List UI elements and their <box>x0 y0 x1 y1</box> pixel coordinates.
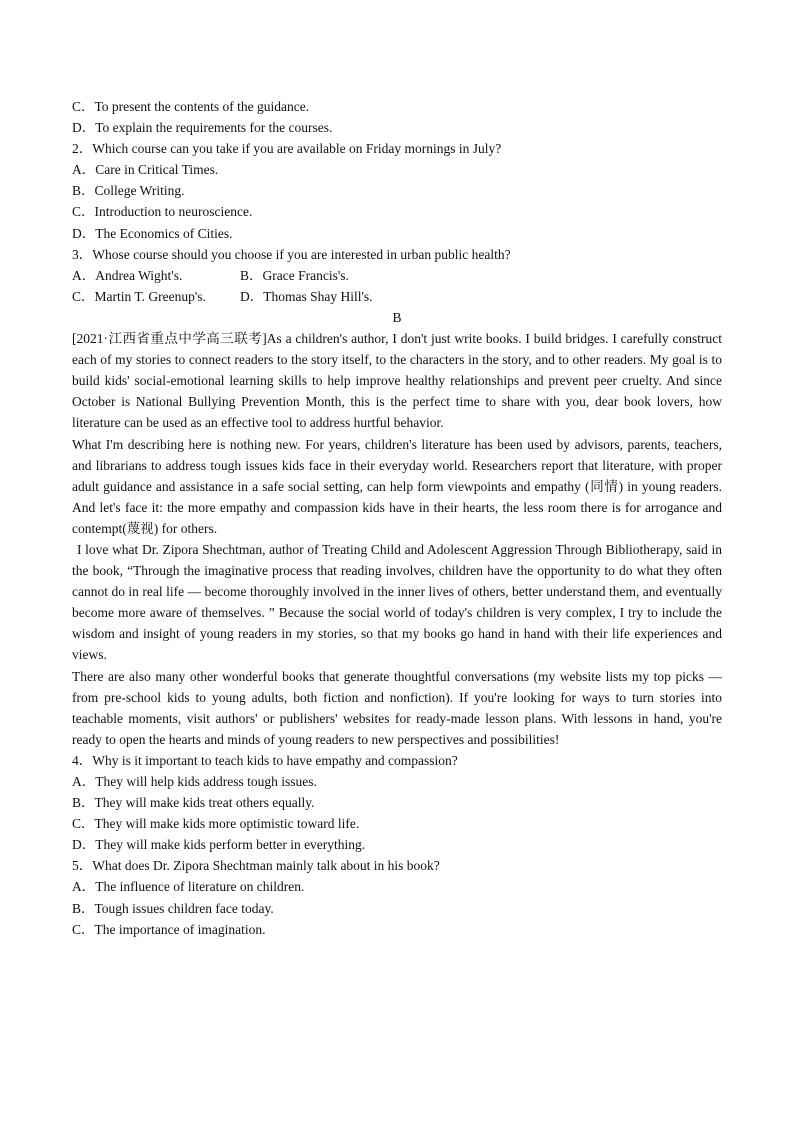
q3-option-c: C．Martin T. Greenup's. <box>72 288 206 304</box>
q4-option-d: D．They will make kids perform better in everything. <box>72 837 366 853</box>
q5-option-b: B．Tough issues children face today. <box>72 900 274 916</box>
q1-option-d: D．To explain the requirements for the courses. <box>72 120 333 136</box>
q4-question: 4．Why is it important to teach kids to have empathy and compassion? <box>72 752 458 768</box>
q5-option-a: A．The influence of literature on children. <box>72 879 305 895</box>
q4-option-c: C．They will make kids more optimistic toward life. <box>72 816 360 832</box>
passage-paragraph-4: There are also many other wonderful books that generate thoughtful conversations (my website lists my top picks — from pre-school kids to young adults, both fiction and nonfiction). If you're looking for ways to turn stories into teachable moments, visit authors' or publishers' websites for ready-made lesson plans. With lessons in hand, you're ready to open the hearts and minds of young readers to new perspectives and possibilities! <box>72 668 722 747</box>
section-label: B <box>392 309 402 325</box>
q5-question: 5．What does Dr. Zipora Shechtman mainly talk about in his book? <box>72 858 440 874</box>
q3-option-b: B．Grace Francis's. <box>240 267 349 283</box>
q2-option-a: A．Care in Critical Times. <box>72 162 219 178</box>
q2-option-c: C．Introduction to neuroscience. <box>72 204 253 220</box>
q2-option-b: B．College Writing. <box>72 183 185 199</box>
passage-paragraph-2: What I'm describing here is nothing new. For years, children's literature has been used by advisors, parents, teachers, and librarians to address tough issues kids face in their everyday world. Researchers report that literature, with proper adult guidance and assistance in a safe social setting, can help form viewpoints and empathy (同情) in young readers. And let's face it: the more empathy and compassion kids have in their hearts, the less room there is for arrogance and contempt(蔑视) for others. <box>72 436 722 536</box>
q3-options-row-2 <box>72 286 722 307</box>
document-page <box>72 96 722 940</box>
passage-paragraph-1: [2021·江西省重点中学高三联考]As a children's author, I don't just write books. I build bridges. I carefully construct each of my stories to connect readers to the story itself, to the characters in the story, and to other readers. My goal is to build kids' social-emotional learning skills to help improve healthy relationships and prevent peer cruelty. And since October is National Bullying Prevention Month, this is the perfect time to share with you, dear book lovers, how literature can be used as an effective tool to address hurtful behavior. <box>72 331 722 431</box>
passage-paragraph-3: I love what Dr. Zipora Shechtman, author of Treating Child and Adolescent Aggression Through Bibliotherapy, said in the book, “Through the imaginative process that reading involves, children have the opportunity to do what they often cannot do in real life — become thoroughly involved in the inner lives of others, better understand them, and eventually become more aware of themselves. ” Because the social world of today's children is very complex, I try to include the wisdom and insight of young readers in my stories, so that my books go hand in hand with their life experiences and views. <box>72 541 722 663</box>
q4-option-b: B．They will make kids treat others equally. <box>72 795 315 811</box>
q3-option-a: A．Andrea Wight's. <box>72 267 183 283</box>
q2-option-d: D．The Economics of Cities. <box>72 225 233 241</box>
q5-option-c: C．The importance of imagination. <box>72 921 266 937</box>
q1-option-c: C．To present the contents of the guidance. <box>72 99 310 114</box>
q3-options-row-1 <box>72 265 722 286</box>
q2-question: 2．Which course can you take if you are available on Friday mornings in July? <box>72 141 502 157</box>
q3-question: 3．Whose course should you choose if you are interested in urban public health? <box>72 246 511 262</box>
q3-option-d: D．Thomas Shay Hill's. <box>240 288 373 304</box>
q4-option-a: A．They will help kids address tough issues. <box>72 774 317 789</box>
